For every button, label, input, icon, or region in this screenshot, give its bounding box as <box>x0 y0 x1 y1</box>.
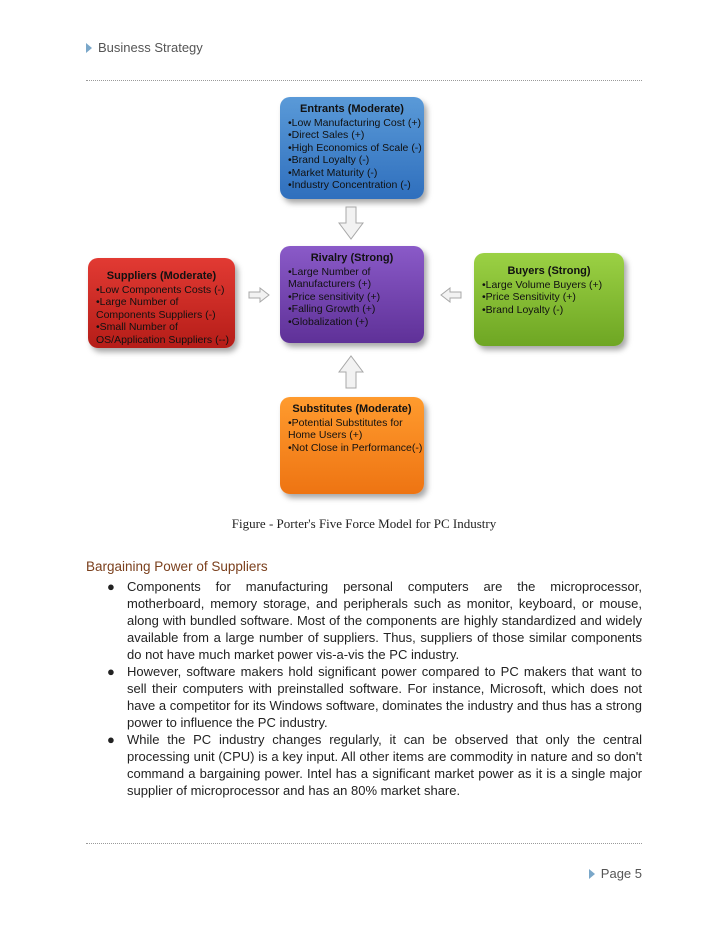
rivalry-item: •Falling Growth (+) <box>288 303 376 315</box>
section-heading: Bargaining Power of Suppliers <box>86 559 268 574</box>
entrants-item: •Low Manufacturing Cost (+) <box>288 116 421 129</box>
rivalry-item: •Large Number of <box>288 265 371 278</box>
page-number: Page 5 <box>600 866 642 881</box>
rivalry-title: Rivalry (Strong) <box>310 252 394 264</box>
entrants-box <box>280 97 424 199</box>
bullet-icon: ● <box>107 664 115 679</box>
arrow-down-icon <box>338 206 364 240</box>
buyers-item: •Price Sensitivity (+) <box>482 291 576 303</box>
suppliers-title: Suppliers (Moderate) <box>106 270 217 282</box>
bullet-icon: ● <box>107 732 115 747</box>
figure-caption: Figure - Porter's Five Force Model for PC Industry <box>231 516 497 531</box>
entrants-item: •Industry Concentration (-) <box>288 179 411 191</box>
list-item <box>86 663 642 731</box>
footer-divider <box>86 843 642 844</box>
buyers-title: Buyers (Strong) <box>507 265 591 277</box>
suppliers-item: Components Suppliers (-) <box>96 308 216 321</box>
arrow-right-icon <box>248 287 270 303</box>
suppliers-item: OS/Application Suppliers (--) <box>96 333 230 346</box>
entrants-item: •Market Maturity (-) <box>288 166 378 179</box>
entrants-item: •Direct Sales (+) <box>288 129 365 141</box>
bullet-text: However, software makers hold significant power compared to PC makers that want to sell their computers with preinstalled software. For instance, Microsoft, which does not have a competitor for its Windows software, dominates the industry and thus has a strong power to influence the PC industry. <box>127 664 642 730</box>
header-triangle-icon <box>86 43 92 53</box>
bullet-text: While the PC industry changes regularly, it can be observed that only the central processing unit (CPU) is a key input. All other items are commodity in nature and so don't command a bargaining power. Intel has a significant market power as it is a single major supplier of microprocessor and has an 80% market share. <box>127 732 642 798</box>
bullet-list <box>86 578 642 799</box>
substitutes-item: •Not Close in Performance(-) <box>288 441 423 454</box>
entrants-item: •High Economics of Scale (-) <box>288 141 422 154</box>
bullet-text: Components for manufacturing personal computers are the microprocessor, motherboard, memory storage, and peripherals such as monitor, keyboard, or mouse, along with bundled software. Most of the components are highly standardized and widely available from a large number of suppliers. Thus, suppliers of those similar components do not have much market power vis-a-vis the PC industry. <box>127 579 642 662</box>
substitutes-item: Home Users (+) <box>288 429 363 441</box>
header-divider <box>86 80 642 81</box>
rivalry-box <box>280 246 424 343</box>
substitutes-item: •Potential Substitutes for <box>288 416 403 429</box>
list-item <box>86 731 642 799</box>
rivalry-item: Manufacturers (+) <box>288 278 372 290</box>
entrants-title: Entrants (Moderate) <box>300 103 404 115</box>
rivalry-item: •Globalization (+) <box>288 315 369 328</box>
running-header <box>86 40 203 55</box>
list-item <box>86 578 642 663</box>
arrow-left-icon <box>440 287 462 303</box>
buyers-item: •Large Volume Buyers (+) <box>482 278 603 291</box>
suppliers-box <box>88 258 235 348</box>
rivalry-item: •Price sensitivity (+) <box>288 290 381 303</box>
footer-triangle-icon <box>589 869 595 879</box>
entrants-item: •Brand Loyalty (-) <box>288 154 370 166</box>
suppliers-item: •Low Components Costs (-) <box>96 283 225 296</box>
suppliers-item: •Large Number of <box>96 296 179 308</box>
page-footer <box>589 866 642 881</box>
arrow-up-icon <box>338 355 364 389</box>
header-title: Business Strategy <box>98 40 203 55</box>
substitutes-box <box>280 397 424 494</box>
substitutes-title: Substitutes (Moderate) <box>292 403 412 415</box>
bullet-icon: ● <box>107 579 115 594</box>
buyers-box <box>474 253 624 346</box>
buyers-item: •Brand Loyalty (-) <box>482 303 564 316</box>
suppliers-item: •Small Number of <box>96 321 178 333</box>
